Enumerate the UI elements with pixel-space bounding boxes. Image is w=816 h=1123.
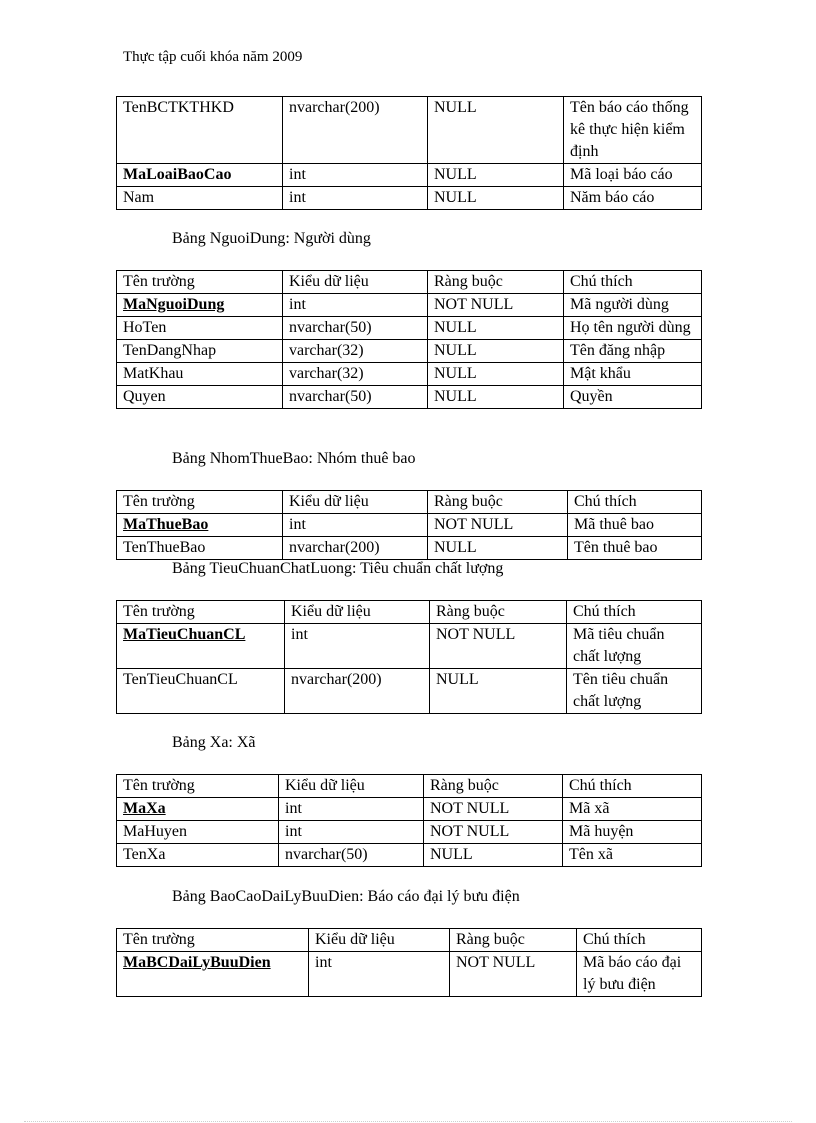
header-constraint: Ràng buộc	[424, 775, 563, 798]
constraint: NOT NULL	[430, 624, 567, 669]
description: Tên báo cáo thống kê thực hiện kiểm định	[564, 97, 702, 164]
data-type: int	[279, 798, 424, 821]
table-baocaodailybuudien	[116, 928, 702, 997]
description: Mã loại báo cáo	[564, 164, 702, 187]
data-type: int	[283, 164, 428, 187]
constraint: NULL	[428, 386, 564, 409]
data-type: int	[285, 624, 430, 669]
table-caption-xa: Bảng Xa: Xã	[172, 734, 256, 751]
header-type: Kiểu dữ liệu	[285, 601, 430, 624]
table-row	[117, 821, 702, 844]
data-type: nvarchar(200)	[283, 537, 428, 560]
header-note: Chú thích	[567, 601, 702, 624]
description: Mã tiêu chuẩn chất lượng	[567, 624, 702, 669]
field-name: MaHuyen	[117, 821, 279, 844]
data-type: int	[283, 294, 428, 317]
description: Tên tiêu chuẩn chất lượng	[567, 669, 702, 714]
header-field: Tên trường	[117, 491, 283, 514]
data-type: nvarchar(50)	[283, 317, 428, 340]
header-constraint: Ràng buộc	[430, 601, 567, 624]
field-name: MatKhau	[117, 363, 283, 386]
table-row	[117, 669, 702, 714]
header-constraint: Ràng buộc	[428, 271, 564, 294]
description: Năm báo cáo	[564, 187, 702, 210]
field-name: HoTen	[117, 317, 283, 340]
constraint: NOT NULL	[424, 798, 563, 821]
constraint: NULL	[430, 669, 567, 714]
table-row	[117, 294, 702, 317]
header-note: Chú thích	[564, 271, 702, 294]
table-header-row	[117, 491, 702, 514]
data-type: varchar(32)	[283, 340, 428, 363]
table-row	[117, 844, 702, 867]
header-constraint: Ràng buộc	[450, 929, 577, 952]
table-continued	[116, 96, 702, 210]
constraint: NULL	[428, 187, 564, 210]
field-name: TenThueBao	[117, 537, 283, 560]
data-type: nvarchar(50)	[279, 844, 424, 867]
field-name: MaXa	[117, 798, 279, 821]
header-type: Kiểu dữ liệu	[283, 271, 428, 294]
constraint: NULL	[428, 363, 564, 386]
constraint: NULL	[428, 340, 564, 363]
data-type: int	[309, 952, 450, 997]
table-row	[117, 514, 702, 537]
constraint: NOT NULL	[450, 952, 577, 997]
table-tieuchuanchatluong	[116, 600, 702, 714]
field-name: MaTieuChuanCL	[117, 624, 285, 669]
header-note: Chú thích	[563, 775, 702, 798]
table-row	[117, 317, 702, 340]
header-field: Tên trường	[117, 601, 285, 624]
description: Mã xã	[563, 798, 702, 821]
table-caption-nguoidung: Bảng NguoiDung: Người dùng	[172, 230, 371, 247]
table-row	[117, 386, 702, 409]
field-name: MaBCDaiLyBuuDien	[117, 952, 309, 997]
data-type: nvarchar(50)	[283, 386, 428, 409]
header-note: Chú thích	[577, 929, 702, 952]
table-header-row	[117, 929, 702, 952]
constraint: NULL	[428, 537, 568, 560]
description: Họ tên người dùng	[564, 317, 702, 340]
header-type: Kiểu dữ liệu	[309, 929, 450, 952]
description: Tên đăng nhập	[564, 340, 702, 363]
data-type: int	[279, 821, 424, 844]
constraint: NULL	[428, 97, 564, 164]
field-name: TenBCTKTHKD	[117, 97, 283, 164]
header-type: Kiểu dữ liệu	[283, 491, 428, 514]
table-row	[117, 798, 702, 821]
data-type: nvarchar(200)	[283, 97, 428, 164]
table-row	[117, 952, 702, 997]
data-type: int	[283, 514, 428, 537]
table-caption-nhomthuebao: Bảng NhomThueBao: Nhóm thuê bao	[172, 450, 416, 467]
description: Mã huyện	[563, 821, 702, 844]
constraint: NOT NULL	[428, 514, 568, 537]
table-row	[117, 624, 702, 669]
table-nhomthuebao	[116, 490, 702, 560]
field-name: TenTieuChuanCL	[117, 669, 285, 714]
table-header-row	[117, 775, 702, 798]
table-row	[117, 363, 702, 386]
table-xa	[116, 774, 702, 867]
field-name: TenXa	[117, 844, 279, 867]
table-header-row	[117, 271, 702, 294]
constraint: NULL	[428, 164, 564, 187]
field-name: TenDangNhap	[117, 340, 283, 363]
header-type: Kiểu dữ liệu	[279, 775, 424, 798]
table-row	[117, 187, 702, 210]
table-caption-tieuchuanchatluong: Bảng TieuChuanChatLuong: Tiêu chuẩn chất lượng	[172, 560, 504, 577]
description: Mật khẩu	[564, 363, 702, 386]
header-note: Chú thích	[568, 491, 702, 514]
field-name: MaLoaiBaoCao	[117, 164, 283, 187]
table-row	[117, 97, 702, 164]
table-header-row	[117, 601, 702, 624]
table-nguoidung	[116, 270, 702, 409]
data-type: nvarchar(200)	[285, 669, 430, 714]
data-type: int	[283, 187, 428, 210]
description: Quyền	[564, 386, 702, 409]
page-edge-rule	[24, 1121, 792, 1122]
field-name: MaNguoiDung	[117, 294, 283, 317]
description: Tên thuê bao	[568, 537, 702, 560]
description: Mã thuê bao	[568, 514, 702, 537]
description: Tên xã	[563, 844, 702, 867]
table-caption-baocaodailybuudien: Bảng BaoCaoDaiLyBuuDien: Báo cáo đại lý bưu điện	[172, 888, 520, 905]
table-row	[117, 164, 702, 187]
constraint: NOT NULL	[428, 294, 564, 317]
header-field: Tên trường	[117, 271, 283, 294]
header-constraint: Ràng buộc	[428, 491, 568, 514]
header-field: Tên trường	[117, 929, 309, 952]
field-name: Quyen	[117, 386, 283, 409]
field-name: MaThueBao	[117, 514, 283, 537]
header-field: Tên trường	[117, 775, 279, 798]
field-name: Nam	[117, 187, 283, 210]
description: Mã báo cáo đại lý bưu điện	[577, 952, 702, 997]
constraint: NULL	[428, 317, 564, 340]
table-row	[117, 537, 702, 560]
description: Mã người dùng	[564, 294, 702, 317]
constraint: NULL	[424, 844, 563, 867]
constraint: NOT NULL	[424, 821, 563, 844]
page-header: Thực tập cuối khóa năm 2009	[123, 49, 303, 65]
data-type: varchar(32)	[283, 363, 428, 386]
table-row	[117, 340, 702, 363]
